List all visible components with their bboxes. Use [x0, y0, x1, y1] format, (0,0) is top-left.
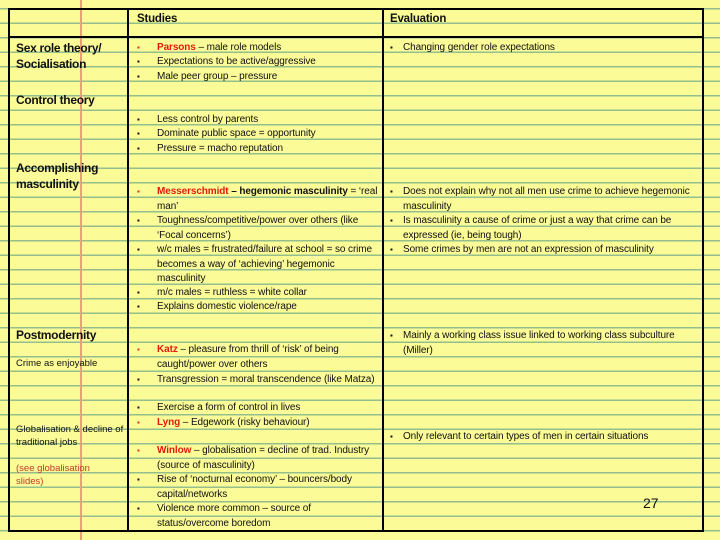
bullet-icon: ▪ [390, 43, 393, 52]
item-text: Less control by parents [157, 114, 259, 125]
bullet-icon: ▪ [390, 331, 393, 340]
study-item [137, 127, 379, 142]
note-crime-enjoyable: Crime as enjoyable [16, 358, 98, 369]
item-text: Toughness/competitive/power over others (like ‘Focal concerns’) [157, 215, 359, 241]
item-text: m/c males = ruthless = white collar [157, 287, 307, 298]
bullet-icon: ▪ [137, 475, 140, 484]
bullet-icon: ▪ [390, 216, 393, 225]
item-text: Exercise a form of control in lives [157, 402, 301, 413]
bullet-icon: ▪ [137, 245, 140, 254]
bullet-icon: ▪ [390, 432, 393, 441]
item-text: Rise of ‘nocturnal economy’ – bouncers/body capital/networks [157, 474, 352, 500]
item-text: w/c males = frustrated/failure at school = so crime becomes a way of ‘achieving’ hegemonic masculinity [157, 244, 372, 284]
evaluation-item [390, 329, 699, 358]
item-text: – Edgework (risky behaviour) [180, 417, 310, 428]
header-studies: Studies [137, 13, 178, 25]
item-text: Is masculinity a cause of crime or just a way that crime can be expressed (ie, being tough) [403, 215, 672, 241]
evaluation-item [390, 243, 699, 258]
study-item [137, 243, 379, 287]
bullet-icon: ▪ [137, 446, 140, 455]
theorist-name: Winlow [157, 445, 192, 456]
bullet-icon: ▪ [137, 43, 140, 52]
item-text: Only relevant to certain types of men in certain situations [403, 431, 649, 442]
study-item [137, 343, 379, 372]
item-text: Dominate public space = opportunity [157, 128, 316, 139]
bullet-icon: ▪ [137, 418, 140, 427]
bullet-icon: ▪ [137, 144, 140, 153]
item-text: Explains domestic violence/rape [157, 301, 297, 312]
item-text: Mainly a working class issue linked to working class subculture (Miller) [403, 330, 675, 356]
item-text: Some crimes by men are not an expression of masculinity [403, 244, 654, 255]
bullet-icon: ▪ [137, 57, 140, 66]
item-text: Changing gender role expectations [403, 42, 555, 53]
key-term: – hegemonic masculinity [228, 186, 348, 197]
study-item [137, 286, 379, 301]
study-item [137, 41, 379, 56]
bullet-icon: ▪ [137, 115, 140, 124]
theorist-name: Parsons [157, 42, 196, 53]
bullet-icon: ▪ [137, 72, 140, 81]
bullet-icon: ▪ [390, 187, 393, 196]
theorist-name: Messerschmidt [157, 186, 229, 197]
bullet-icon: ▪ [137, 187, 140, 196]
item-text: Transgression = moral transcendence (like Matza) [157, 374, 375, 385]
label-control-theory: Control theory [16, 93, 95, 107]
study-item [137, 70, 379, 85]
study-item [137, 502, 379, 531]
study-item [137, 185, 379, 214]
study-item [137, 473, 379, 502]
page-number: 27 [643, 495, 659, 511]
item-text: = ‘real man’ [157, 186, 378, 212]
item-text: – globalisation = decline of trad. Industry (source of masculinity) [157, 445, 369, 471]
header-evaluation: Evaluation [390, 13, 447, 25]
study-item [137, 401, 379, 416]
bullet-icon: ▪ [137, 129, 140, 138]
bullet-icon: ▪ [137, 216, 140, 225]
bullet-icon: ▪ [137, 403, 140, 412]
theorist-name: Katz [157, 344, 178, 355]
column-divider [127, 8, 129, 532]
study-item [137, 113, 379, 128]
evaluation-item [390, 214, 699, 243]
item-text: Pressure = macho reputation [157, 143, 283, 154]
header-divider [8, 36, 704, 38]
theorist-name: Lyng [157, 417, 181, 428]
item-text: Does not explain why not all men use crime to achieve hegemonic masculinity [403, 186, 690, 212]
bullet-icon: ▪ [137, 302, 140, 311]
item-text: – male role models [195, 42, 282, 53]
evaluation-item [390, 185, 699, 214]
item-text: – pleasure from thrill of ‘risk’ of being caught/power over others [157, 344, 339, 370]
bullet-icon: ▪ [137, 288, 140, 297]
label-postmodernity: Postmodernity [16, 328, 97, 342]
study-item [137, 444, 379, 473]
evaluation-item [390, 41, 699, 56]
bullet-icon: ▪ [390, 245, 393, 254]
item-text: Male peer group – pressure [157, 71, 278, 82]
column-divider [382, 8, 384, 532]
label-accomplishing-masculinity: Accomplishing masculinity [16, 161, 99, 191]
label-sex-role-theory: Sex role theory/ Socialisation [16, 41, 102, 71]
bullet-icon: ▪ [137, 345, 140, 354]
bullet-icon: ▪ [137, 375, 140, 384]
note-globalisation: Globalisation & decline of traditional jobs [16, 424, 124, 448]
study-item [137, 416, 379, 431]
study-item [137, 214, 379, 243]
item-text: Violence more common – source of status/overcome boredom [157, 503, 311, 529]
evaluation-item [390, 430, 699, 445]
study-item [137, 300, 379, 315]
item-text: Expectations to be active/aggressive [157, 56, 316, 67]
bullet-icon: ▪ [137, 504, 140, 513]
study-item [137, 373, 379, 388]
study-item [137, 142, 379, 157]
study-item [137, 55, 379, 70]
note-see-globalisation-slides: (see globalisation slides) [16, 463, 90, 487]
